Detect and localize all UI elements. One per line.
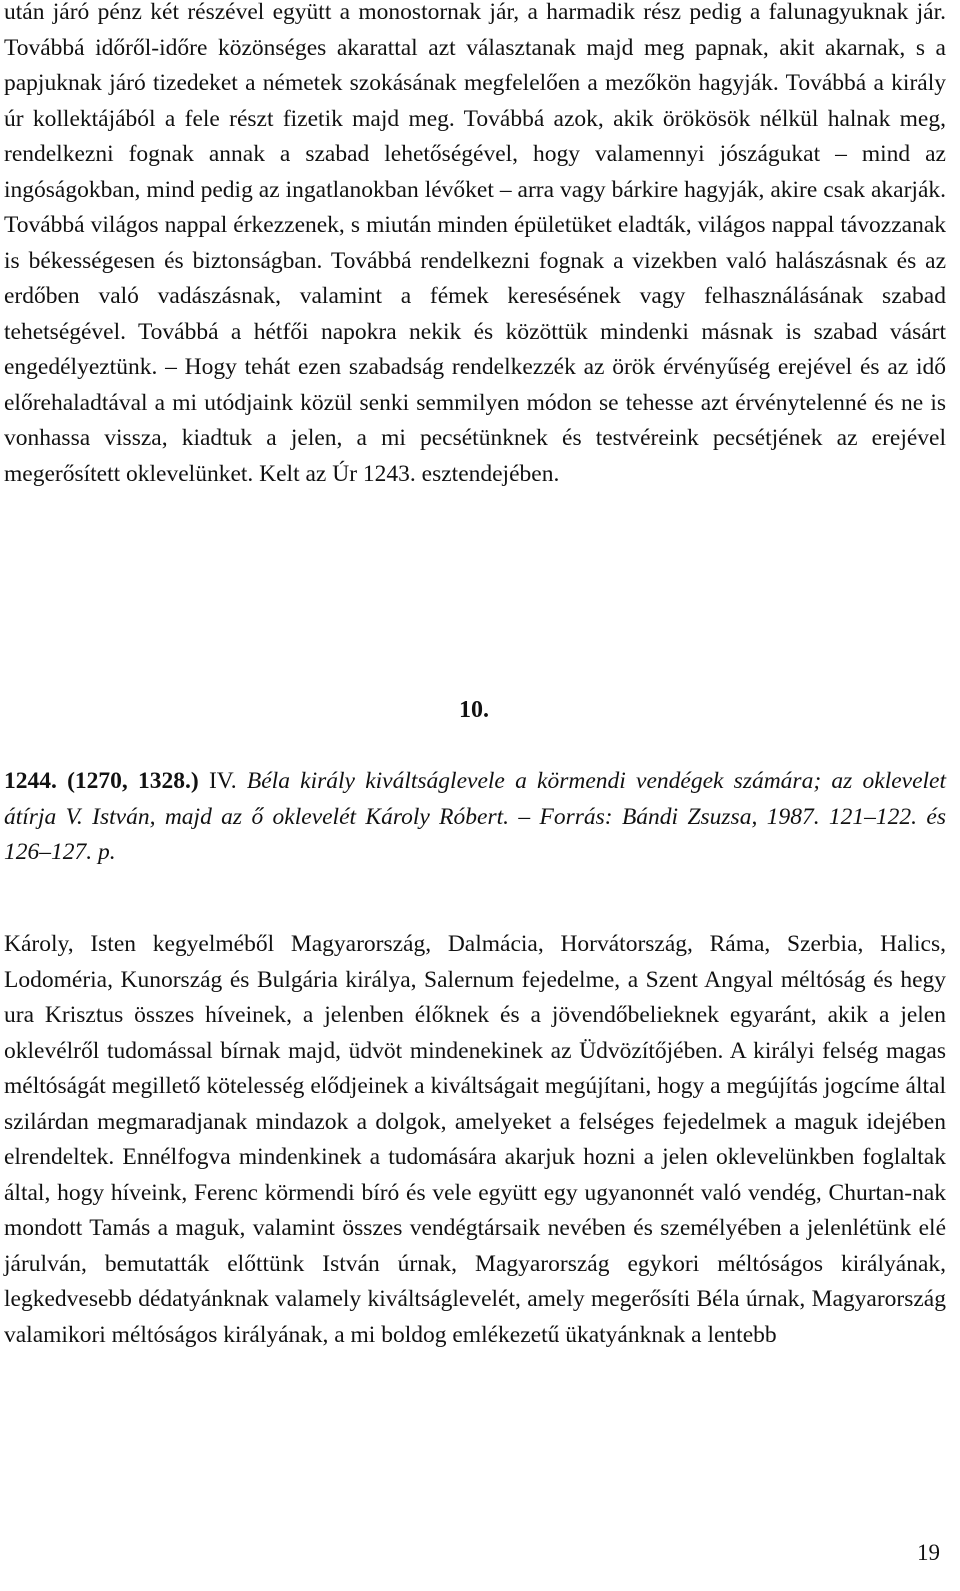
document-summary: Béla király kiváltságlevele a körmendi vendégek számára; az oklevelet átírja V. István, majd az ő oklevelét Károly Róbert. – Forrás: Bándi Zsuzsa, 1987. 121–122. és 126–127. p. <box>4 768 947 865</box>
page-number: 19 <box>917 1540 940 1565</box>
charter-text-paragraph: Károly, Isten kegyelméből Magyarország, Dalmácia, Horvátország, Ráma, Szerbia, Halics, Lodoméria, Kunország és Bulgária királya, Salernum fejedelme, a Szent Angyal méltóság és hegy ura Krisztus összes híveinek, a jelenben élőknek és a jövendőbelieknek egyaránt, akik a jelen oklevélről tudomással bírnak majd, üdvöt mindenekinek az Üdvözítőjében. A királyi felség magas méltóságát megillető kötelesség elődjeinek a kiváltságait megújítani, hogy a megújítás jogcíme által szilárdan megmaradjanak mindazok a dolgok, amelyeket a felséges fejedelmek a maguk idejében elrendeltek. Ennélfogva mindenkinek a tudomására akarjuk hozni a jelen oklevelünkben foglaltak által, hogy híveink, Ferenc körmendi bíró és vele együtt egy ugyanonnét való vendég, Churtan-nak mondott Tamás a maguk, valamint összes vendégtársaik nevében és személyében a jelenlétünk elé járulván, bemutatták előttünk István úrnak, Magyarország egykori méltóságos királyának, legkedvesebb dédatyánknak valamely kiváltságlevelét, amely megerősíti Béla úrnak, Magyarország valamikori méltóságos királyának, a mi boldog emlékezetű ükatyánknak a lentebb <box>4 931 946 1348</box>
document-header <box>4 764 946 871</box>
continued-paragraph: után járó pénz két részével együtt a monostornak jár, a harmadik rész pedig a falunagyuknak jár. Továbbá időről-időre közönséges akarattal azt választanak majd meg papnak, akit akarnak, s a papjuknak járó tizedeket a németek szokásának megfelelően a mezőkön hagyják. Továbbá a király úr kollektájából a fele részt fizetik majd meg. Továbbá azok, akik örökösök nélkül halnak meg, rendelkezni fognak annak a szabad lehetőségével, hogy valamennyi jószágukat – mind az ingóságokban, mind pedig az ingatlanokban lévőket – arra vagy bárkire hagyják, akire csak akarják. Továbbá világos nappal érkezzenek, s miután minden épületüket eladták, világos nappal távozzanak is békességesen és biztonságban. Továbbá rendelkezni fognak a vizekben való halászásnak és az erdőben való vadászásnak, valamint a fémek keresésének vagy felhasználásának szabad tehetségével. Továbbá a hétfői napokra nekik és közöttük mindenki másnak is szabad vásárt engedélyeztünk. – Hogy tehát ezen szabadság rendelkezzék az örök érvényűség erejével és az idő előrehaladtával a mi utódjaink közül senki semmilyen módon se tehesse azt érvénytelenné és ne is vonhassa vissza, kiadtuk a jelen, a mi pecsétünknek és testvéreink pecsétjének az erejével megerősített oklevelünket. Kelt az Úr 1243. esztendejében. <box>4 0 946 487</box>
document-date: 1244. (1270, 1328.) <box>4 768 199 794</box>
document-summary-lead: IV. <box>208 768 237 794</box>
document-number: 10. <box>459 697 489 723</box>
